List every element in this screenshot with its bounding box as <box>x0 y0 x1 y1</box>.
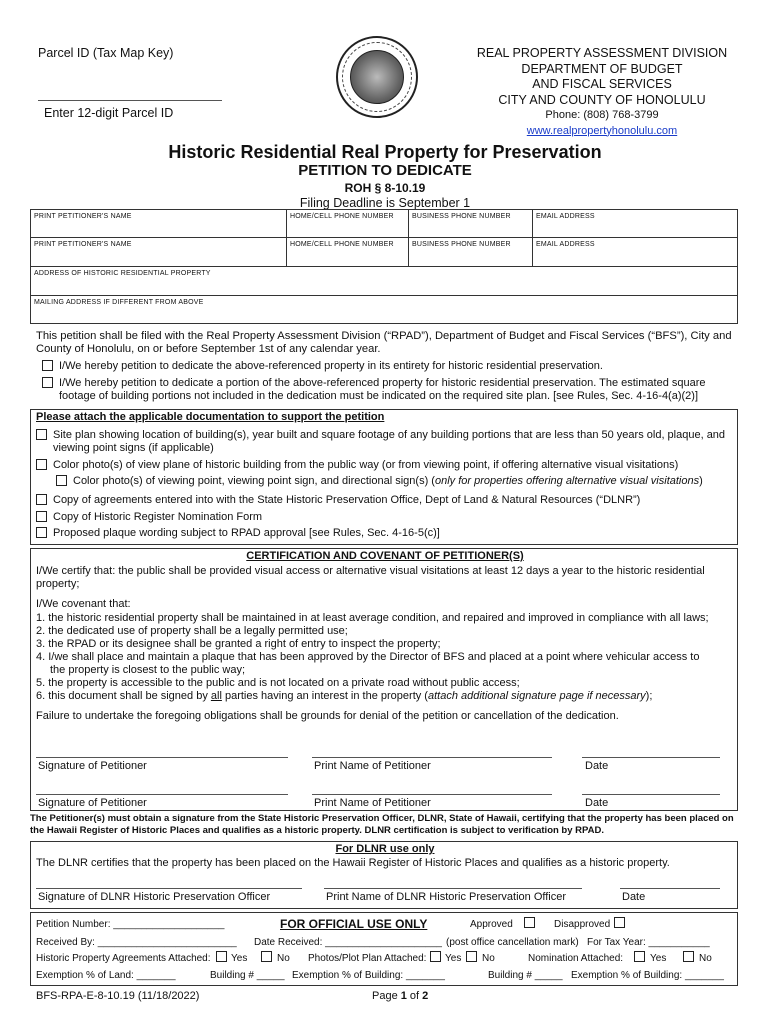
email-field-2[interactable] <box>533 238 737 266</box>
covenant-item-5: 5. the property is accessible to the public and is not located on a private road without public access; <box>36 677 520 689</box>
approved-label: Approved <box>470 919 513 930</box>
business-phone-field-2[interactable] <box>409 238 533 266</box>
petitioner-print-line-2[interactable] <box>312 794 552 795</box>
attach-plaque-row <box>36 527 732 540</box>
yes-label: Yes <box>445 953 462 964</box>
signature-label: Signature of Petitioner <box>38 760 147 772</box>
agreements-label: Copy of agreements entered into with the State Historic Preservation Office, Dept of Land & Natural Resources (“DLNR”) <box>53 494 641 506</box>
exemption-building-field-1[interactable]: Exemption % of Building: _______ <box>292 970 445 981</box>
covenant-intro: I/We covenant that: <box>36 598 131 610</box>
dlnr-date-label: Date <box>622 891 646 903</box>
color-photos-label: Color photo(s) of view plane of historic building from the public way (or from viewing point, if offering alternative visual visitations) <box>53 459 679 471</box>
home-phone-field-2[interactable] <box>287 238 409 266</box>
disapproved-checkbox[interactable] <box>614 917 625 928</box>
tax-year-field[interactable]: For Tax Year: ___________ <box>587 937 710 948</box>
page-text: Page <box>372 990 401 1002</box>
agreements-yes-checkbox[interactable] <box>216 951 227 962</box>
dlnr-print-name-label: Print Name of DLNR Historic Preservation Officer <box>326 891 567 903</box>
covenant-item-2: 2. the dedicated use of property shall be a legally permitted use; <box>36 625 348 637</box>
disapproved-label: Disapproved <box>554 919 611 930</box>
exemption-land-field[interactable]: Exemption % of Land: _______ <box>36 970 176 981</box>
no-label: No <box>482 953 495 964</box>
date-received-field[interactable]: Date Received: _____________________ <box>254 937 442 948</box>
received-by-field[interactable]: Received By: _________________________ <box>36 937 237 948</box>
option-portion-label: I/We hereby petition to dedicate a portion of the above-referenced property for historic residential preservation. The estimated square footage of building portions not included in the dedication must be indicated on the required site plan. [see Rules, Sec. 4-16-4(a)(2)] <box>59 377 706 402</box>
option-entire-checkbox[interactable] <box>42 360 53 371</box>
exemption-building-field-2[interactable]: Exemption % of Building: _______ <box>571 970 724 981</box>
nomination-label: Copy of Historic Register Nomination Form <box>53 511 263 523</box>
parcel-id-hint: Enter 12-digit Parcel ID <box>44 106 174 120</box>
color-photos-alt-label: Color photo(s) of viewing point, viewing point sign, and directional sign(s) ( <box>73 475 435 487</box>
petitioner-name-field-2[interactable] <box>31 238 287 266</box>
date-label: Date <box>585 760 609 772</box>
covenant-item-4: 4. I/we shall place and maintain a plaque that has been approved by the Director of BFS and placed at a point where vehicular access to <box>36 651 700 663</box>
field-label: MAILING ADDRESS IF DIFFERENT FROM ABOVE <box>34 299 204 306</box>
approved-checkbox[interactable] <box>524 917 535 928</box>
field-label: HOME/CELL PHONE NUMBER <box>290 213 394 220</box>
page-total: 2 <box>422 990 429 1002</box>
form-id: BFS-RPA-E-8-10.19 (11/18/2022) <box>36 990 200 1002</box>
petitioner-name-field-1[interactable] <box>31 210 287 237</box>
statute-reference: ROH § 8-10.19 <box>344 181 426 195</box>
parcel-id-input[interactable] <box>38 100 222 101</box>
filing-deadline: Filing Deadline is September 1 <box>299 196 471 210</box>
nomination-yes-checkbox[interactable] <box>634 951 645 962</box>
petitioner-signature-line-1[interactable] <box>36 757 288 758</box>
page-number: 1 <box>400 990 407 1002</box>
field-label: ADDRESS OF HISTORIC RESIDENTIAL PROPERTY <box>34 270 211 277</box>
covenant-item-6-note: attach additional signature page if necessary <box>427 690 646 702</box>
photos-yes-checkbox[interactable] <box>430 951 441 962</box>
page-indicator <box>372 990 428 1002</box>
attach-nomination-row <box>36 511 732 524</box>
agency-line-1: REAL PROPERTY ASSESSMENT DIVISION <box>476 46 728 60</box>
dlnr-signature-line[interactable] <box>36 888 302 889</box>
print-name-label: Print Name of Petitioner <box>314 760 431 772</box>
attach-agreements-row <box>36 494 732 507</box>
agreements-checkbox[interactable] <box>36 494 47 505</box>
building-number-field-2[interactable]: Building # _____ <box>488 970 563 981</box>
certification-statement: I/We certify that: the public shall be provided visual access or alternative visual visitations at least 12 days a year to the historic residential property; <box>36 565 705 590</box>
field-label: BUSINESS PHONE NUMBER <box>412 241 511 248</box>
parcel-id-label: Parcel ID (Tax Map Key) <box>38 46 174 60</box>
dlnr-date-line[interactable] <box>620 888 720 889</box>
mailing-address-field[interactable] <box>31 296 737 324</box>
field-label: EMAIL ADDRESS <box>536 213 595 220</box>
photos-no-checkbox[interactable] <box>466 951 477 962</box>
covenant-item-4-cont: the property is closest to the public way; <box>50 664 246 676</box>
agency-line-2: DEPARTMENT OF BUDGET <box>521 61 683 76</box>
agency-line-4: CITY AND COUNTY OF HONOLULU <box>498 92 706 107</box>
plaque-label: Proposed plaque wording subject to RPAD approval [see Rules, Sec. 4-16-5(c)] <box>53 527 440 539</box>
official-use-heading: FOR OFFICIAL USE ONLY <box>280 917 428 931</box>
agency-line-3: AND FISCAL SERVICES <box>532 77 672 91</box>
dlnr-statement: The DLNR certifies that the property has been placed on the Hawaii Register of Historic Places and qualifies as a historic property. <box>36 857 670 869</box>
email-field-1[interactable] <box>533 210 737 237</box>
page-subtitle: PETITION TO DEDICATE <box>298 162 472 179</box>
no-label: No <box>699 953 712 964</box>
option-portion-row <box>42 377 732 403</box>
photos-attached-label: Photos/Plot Plan Attached: <box>308 953 427 964</box>
color-photos-alt-checkbox[interactable] <box>56 475 67 486</box>
agency-website-link[interactable]: www.realpropertyhonolulu.com <box>526 124 678 137</box>
option-entire-label: I/We hereby petition to dedicate the above-referenced property in its entirety for historic residential preservation. <box>59 360 603 372</box>
petitioner-print-line-1[interactable] <box>312 757 552 758</box>
color-photos-checkbox[interactable] <box>36 459 47 470</box>
home-phone-field-1[interactable] <box>287 210 409 237</box>
attachments-heading: Please attach the applicable documentation to support the petition <box>36 411 385 423</box>
option-entire-row <box>42 360 732 373</box>
no-label: No <box>277 953 290 964</box>
attach-site-plan-row <box>36 429 732 455</box>
print-name-label: Print Name of Petitioner <box>314 797 431 809</box>
agreements-no-checkbox[interactable] <box>261 951 272 962</box>
nomination-no-checkbox[interactable] <box>683 951 694 962</box>
failure-statement: Failure to undertake the foregoing obligations shall be grounds for denial of the petition or cancellation of the dedication. <box>36 710 619 722</box>
dlnr-signature-label: Signature of DLNR Historic Preservation Officer <box>38 891 271 903</box>
nomination-checkbox[interactable] <box>36 511 47 522</box>
color-photos-alt-qualifier: only for properties offering alternative visual visitations <box>434 475 700 487</box>
covenant-item-6-all: all <box>210 690 222 702</box>
page-title: Historic Residential Real Property for Preservation <box>168 142 602 162</box>
covenant-item-6-text: ); <box>645 690 653 702</box>
dlnr-print-line[interactable] <box>324 888 582 889</box>
dlnr-requirement-note: The Petitioner(s) must obtain a signature from the State Historic Preservation Officer, DLNR, State of Hawaii, certifying that the property has been placed on the Hawaii Register of Historic Places and qualifies as a historic property. DLNR certification is subject to verification by RPAD. <box>30 813 734 836</box>
site-plan-label: Site plan showing location of building(s), year built and square footage of any building portions that are less than 50 years old, plaque, and viewing point signs (if applicable) <box>53 429 726 454</box>
covenant-item-6 <box>36 690 734 703</box>
covenant-item-3: 3. the RPAD or its designee shall be granted a right of entry to inspect the property; <box>36 638 441 650</box>
field-label: BUSINESS PHONE NUMBER <box>412 213 511 220</box>
field-label: PRINT PETITIONER'S NAME <box>34 241 132 248</box>
petitioner-date-line-1[interactable] <box>582 757 720 758</box>
site-plan-checkbox[interactable] <box>36 429 47 440</box>
yes-label: Yes <box>231 953 248 964</box>
covenant-item-1: 1. the historic residential property shall be maintained in at least average condition, and repaired and improved in compliance with all laws; <box>36 612 709 624</box>
agreements-attached-label: Historic Property Agreements Attached: <box>36 953 211 964</box>
dlnr-heading: For DLNR use only <box>335 843 435 855</box>
field-label: EMAIL ADDRESS <box>536 241 595 248</box>
plaque-checkbox[interactable] <box>36 527 47 538</box>
petition-intro: This petition shall be filed with the Real Property Assessment Division (“RPAD”), Department of Budget and Fiscal Services (“BFS”), City and County of Honolulu, on or before September 1st of any calendar year. <box>36 330 732 355</box>
attach-color-photos-alt-row: Color photo(s) of viewing point, viewing point sign, and directional sign(s) (only for properties offering alternative visual visitations) <box>56 475 736 488</box>
date-label: Date <box>585 797 609 809</box>
field-label: PRINT PETITIONER'S NAME <box>34 213 132 220</box>
attach-color-photos-row <box>36 459 732 472</box>
covenant-item-6-text: 6. this document shall be signed by <box>36 690 211 702</box>
page-text: of <box>406 990 423 1002</box>
property-address-field[interactable] <box>31 267 737 295</box>
petitioner-date-line-2[interactable] <box>582 794 720 795</box>
certification-heading: CERTIFICATION AND COVENANT OF PETITIONER(S) <box>246 550 524 562</box>
signature-label: Signature of Petitioner <box>38 797 147 809</box>
building-number-field-1[interactable]: Building # _____ <box>210 970 285 981</box>
covenant-item-6-text: parties having an interest in the property ( <box>221 690 428 702</box>
petitioner-info-table <box>30 209 738 324</box>
nomination-attached-label: Nomination Attached: <box>528 953 624 964</box>
agency-phone: Phone: (808) 768-3799 <box>545 109 659 121</box>
petition-number-field[interactable]: Petition Number: ____________________ <box>36 919 225 930</box>
option-portion-checkbox[interactable] <box>42 377 53 388</box>
petitioner-signature-line-2[interactable] <box>36 794 288 795</box>
postmark-note: (post office cancellation mark) <box>446 937 579 948</box>
city-seal-icon <box>336 36 418 118</box>
agency-block <box>472 46 732 139</box>
field-label: HOME/CELL PHONE NUMBER <box>290 241 394 248</box>
yes-label: Yes <box>650 953 667 964</box>
business-phone-field-1[interactable] <box>409 210 533 237</box>
